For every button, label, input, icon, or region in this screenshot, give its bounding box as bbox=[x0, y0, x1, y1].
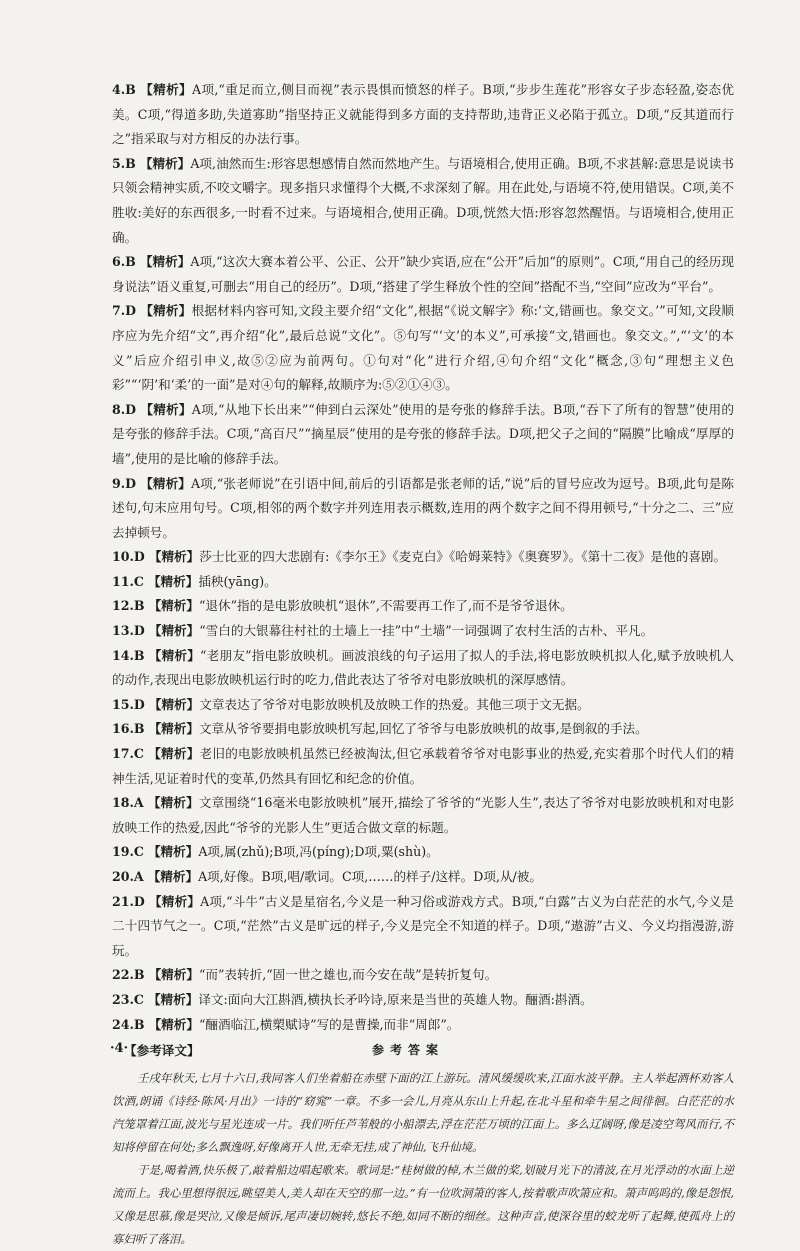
item-number: 19.C bbox=[112, 844, 144, 860]
item-text: 文章从爷爷要捐电影放映机写起,回忆了爷爷与电影放映机的故事,是倒叙的手法。 bbox=[198, 721, 648, 737]
analysis-tag: 【精析】 bbox=[140, 82, 192, 97]
item-number: 11.C bbox=[112, 573, 144, 589]
reference-translation bbox=[112, 1067, 734, 1251]
answer-item bbox=[112, 865, 734, 890]
item-text: “而”表转折,“固一世之雄也,而今安在哉”是转折复句。 bbox=[198, 967, 498, 983]
item-text: A项,属(zhǔ);B项,冯(píng);D项,粟(shù)。 bbox=[198, 844, 439, 860]
answer-item bbox=[112, 988, 734, 1013]
item-number: 21.D bbox=[112, 893, 145, 909]
item-text: A项,“重足而立,侧目而视”表示畏惧而愤怒的样子。B项,“步步生莲花”形容女子步态轻盈,姿态优美。C项,“得道多助,失道寡助”指坚持正义就能得到多方面的支持帮助,违背正义必陷于孤立。D项,“反其道而行之”指采取与对方相反的办法行事。 bbox=[112, 82, 734, 147]
answer-item bbox=[112, 570, 734, 595]
answer-item bbox=[112, 693, 734, 718]
analysis-tag: 【精析】 bbox=[148, 647, 201, 663]
item-text: 插秧(yāng)。 bbox=[198, 573, 277, 589]
analysis-tag: 【精析】 bbox=[140, 475, 191, 491]
analysis-tag: 【精析】 bbox=[147, 991, 199, 1007]
analysis-tag: 【精析】 bbox=[148, 967, 199, 983]
item-number: 7.D bbox=[112, 303, 137, 319]
item-number: 8.D bbox=[112, 401, 137, 417]
item-text: A项,“张老师说”在引语中间,前后的引语都是张老师的话,“说”后的冒号应改为逗号。B项,此句是陈述句,句末应用句号。C项,相邻的两个数字并列连用表示概数,连用的两个数字之间不得用顿号,“十分之二、三”应去掉顿号。 bbox=[112, 475, 734, 540]
item-text: “雪白的大银幕往村社的土墙上一挂”中“土墙”一词强调了农村生活的古朴、平凡。 bbox=[199, 623, 654, 639]
page-footer bbox=[0, 1041, 800, 1065]
analysis-tag: 【精析】 bbox=[139, 254, 191, 270]
item-number: 6.B bbox=[112, 254, 136, 270]
item-text: 译文:面向大江斟酒,横执长矛吟诗,原来是当世的英雄人物。酾酒:斟酒。 bbox=[198, 991, 593, 1007]
item-number: 10.D bbox=[112, 549, 145, 565]
answer-item bbox=[112, 299, 734, 397]
analysis-tag: 【精析】 bbox=[147, 844, 199, 860]
item-text: 文章表达了爷爷对电影放映机及放映工作的热爱。其他三项于文无据。 bbox=[199, 696, 590, 712]
answer-item bbox=[112, 152, 734, 250]
item-text: A项,“从地下长出来”“伸到白云深处”使用的是夸张的修辞手法。B项,“吞下了所有的智慧”使用的是夸张的修辞手法。C项,“高百尺”“摘星辰”使用的是夸张的修辞手法。D项,把父子之间的“隔膜”比喻成“厚厚的墙”,使用的是比喻的修辞手法。 bbox=[112, 401, 734, 466]
answer-item bbox=[112, 791, 734, 840]
item-number: 15.D bbox=[112, 696, 145, 712]
analysis-tag: 【精析】 bbox=[140, 401, 192, 417]
analysis-tag: 【精析】 bbox=[148, 623, 200, 639]
item-number: 9.D bbox=[112, 475, 137, 491]
item-text: A项,好像。B项,唱/歌词。C项,……的样子/这样。D项,从/被。 bbox=[198, 869, 542, 884]
item-number: 12.B bbox=[112, 598, 145, 614]
analysis-tag: 【精析】 bbox=[147, 573, 199, 589]
reference-translation-title: 【参考译文】 bbox=[124, 1043, 200, 1059]
answer-item bbox=[112, 1013, 734, 1038]
answer-item bbox=[112, 545, 734, 570]
answer-item bbox=[112, 742, 734, 791]
analysis-tag: 【精析】 bbox=[139, 155, 191, 171]
translation-paragraph: 壬戌年秋天,七月十六日,我同客人们坐着船在赤壁下面的江上游玩。清风缓缓吹来,江面水波平静。主人举起酒杯劝客人饮酒,朗诵《诗经·陈风·月出》一诗的“窈窕”一章。不多一会儿,月亮从东山上升起,在北斗星和牵牛星之间徘徊。白茫茫的水汽笼罩着江面,波光与星光连成一片。我们听任芦苇般的小船漂去,浮在茫茫万顷的江面上。多么辽阔呀,像是凌空驾风而行,不知将停留在何处;多么飘逸呀,好像离开人世,无牵无挂,成了神仙,飞升仙境。 bbox=[112, 1071, 734, 1155]
item-number: 17.C bbox=[112, 746, 144, 762]
page-number: ·4· bbox=[110, 1041, 129, 1056]
item-text: “酾酒临江,横槊赋诗”写的是曹操,而非“周郎”。 bbox=[198, 1016, 460, 1032]
answer-item bbox=[112, 840, 734, 865]
analysis-tag: 【精析】 bbox=[147, 869, 199, 884]
item-number: 4.B bbox=[112, 82, 136, 97]
analysis-tag: 【精析】 bbox=[148, 721, 199, 737]
translation-paragraph: 于是,喝着酒,快乐极了,敲着船边唱起歌来。歌词是:“桂树做的棹,木兰做的桨,划破月光下的清波,在月光浮动的水面上逆流而上。我心里想得很远,眺望美人,美人却在天空的那一边。”有一位吹洞箫的客人,按着歌声吹箫应和。箫声呜呜的,像是怨恨,又像是思慕,像是哭泣,又像是倾诉,尾声凄切婉转,悠长不绝,如同不断的细丝。这种声音,使深谷里的蛟龙听了起舞,使孤舟上的寡妇听了落泪。 bbox=[112, 1163, 734, 1247]
analysis-tag: 【精析】 bbox=[148, 598, 199, 614]
item-text: A项,“这次大赛本着公平、公正、公开”缺少宾语,应在“公开”后加“的原则”。C项,“用自己的经历现身说法”语义重复,可删去“用自己的经历”。D项,“搭建了学生释放个性的空间”搭配不当,“空间”应改为“平台”。 bbox=[112, 254, 734, 294]
analysis-tag: 【精析】 bbox=[148, 746, 200, 762]
item-number: 13.D bbox=[112, 623, 145, 639]
answer-item bbox=[112, 644, 734, 693]
item-number: 18.A bbox=[112, 795, 144, 811]
answer-item bbox=[112, 398, 734, 472]
answer-item bbox=[112, 594, 734, 619]
footer-title: 参考答案 bbox=[372, 1043, 445, 1057]
analysis-tag: 【精析】 bbox=[148, 1016, 199, 1032]
item-text: 莎士比亚的四大悲剧有:《李尔王》《麦克白》《哈姆莱特》《奥赛罗》。《第十二夜》是他的喜剧。 bbox=[199, 549, 727, 565]
answer-item bbox=[112, 250, 734, 299]
answer-item bbox=[112, 619, 734, 644]
item-text: A项,油然而生:形容思想感情自然而然地产生。与语境相合,使用正确。B项,不求甚解:意思是说读书只领会精神实质,不咬文嚼字。现多指只求懂得个大概,不求深刻了解。用在此处,与语境不符,使用错误。C项,美不胜收:美好的东西很多,一时看不过来。与语境相合,使用正确。D项,恍然大悟:形容忽然醒悟。与语境相合,使用正确。 bbox=[112, 155, 734, 245]
answer-item bbox=[112, 963, 734, 988]
item-text: 老旧的电影放映机虽然已经被淘汰,但它承载着爷爷对电影事业的热爱,充实着那个时代人们的精神生活,见证着时代的变革,仍然具有回忆和纪念的价值。 bbox=[112, 746, 734, 786]
answer-item bbox=[112, 78, 734, 152]
answer-item bbox=[112, 472, 734, 546]
analysis-tag: 【精析】 bbox=[148, 549, 200, 565]
item-number: 5.B bbox=[112, 155, 136, 171]
item-number: 23.C bbox=[112, 991, 144, 1007]
item-text: 文章围绕“16毫米电影放映机”展开,描绘了爷爷的“光影人生”,表达了爷爷对电影放映机和对电影放映工作的热爱,因此“爷爷的光影人生”更适合做文章的标题。 bbox=[112, 795, 734, 835]
analysis-tag: 【精析】 bbox=[148, 696, 200, 712]
item-text: “老朋友”指电影放映机。画波浪线的句子运用了拟人的手法,将电影放映机拟人化,赋予放映机人的动作,表现出电影放映机运行时的吃力,借此表达了爷爷对电影放映机的深厚感情。 bbox=[112, 647, 735, 688]
item-number: 14.B bbox=[112, 647, 145, 663]
analysis-tag: 【精析】 bbox=[149, 893, 201, 909]
answer-item bbox=[112, 717, 734, 742]
item-number: 24.B bbox=[112, 1016, 145, 1032]
analysis-tag: 【精析】 bbox=[147, 795, 199, 811]
item-number: 20.A bbox=[112, 869, 144, 884]
item-number: 16.B bbox=[112, 721, 145, 737]
item-text: “退休”指的是电影放映机“退休”,不需要再工作了,而不是爷爷退休。 bbox=[198, 598, 573, 614]
analysis-tag: 【精析】 bbox=[140, 303, 192, 319]
item-text: A项,“斗牛”古义是星宿名,今义是一种习俗或游戏方式。B项,“白露”古义为白茫茫的水气,今义是二十四节气之一。C项,“茫然”古义是旷远的样子,今义是完全不知道的样子。D项,“遨游”古义、今义均指漫游,游玩。 bbox=[112, 893, 734, 958]
item-number: 22.B bbox=[112, 967, 145, 983]
answer-item bbox=[112, 890, 734, 964]
answer-list bbox=[112, 78, 734, 1251]
item-text: 根据材料内容可知,文段主要介绍“文化”,根据“《说文解字》称:‘文,错画也。象交文。’”可知,文段顺序应为先介绍“文”,再介绍“化”,最后总说“文化”。⑤句写“‘文’的本义”,可承接“文,错画也。象交文。”,“‘文’的本义”后应介绍引申义,故⑤②应为前两句。①句对“化”进行介绍,④句介绍“文化”概念,③句“理想主义色彩”“‘阴’和‘柔’的一面”是对④句的解释,故顺序为:⑤②①④③。 bbox=[112, 303, 734, 393]
